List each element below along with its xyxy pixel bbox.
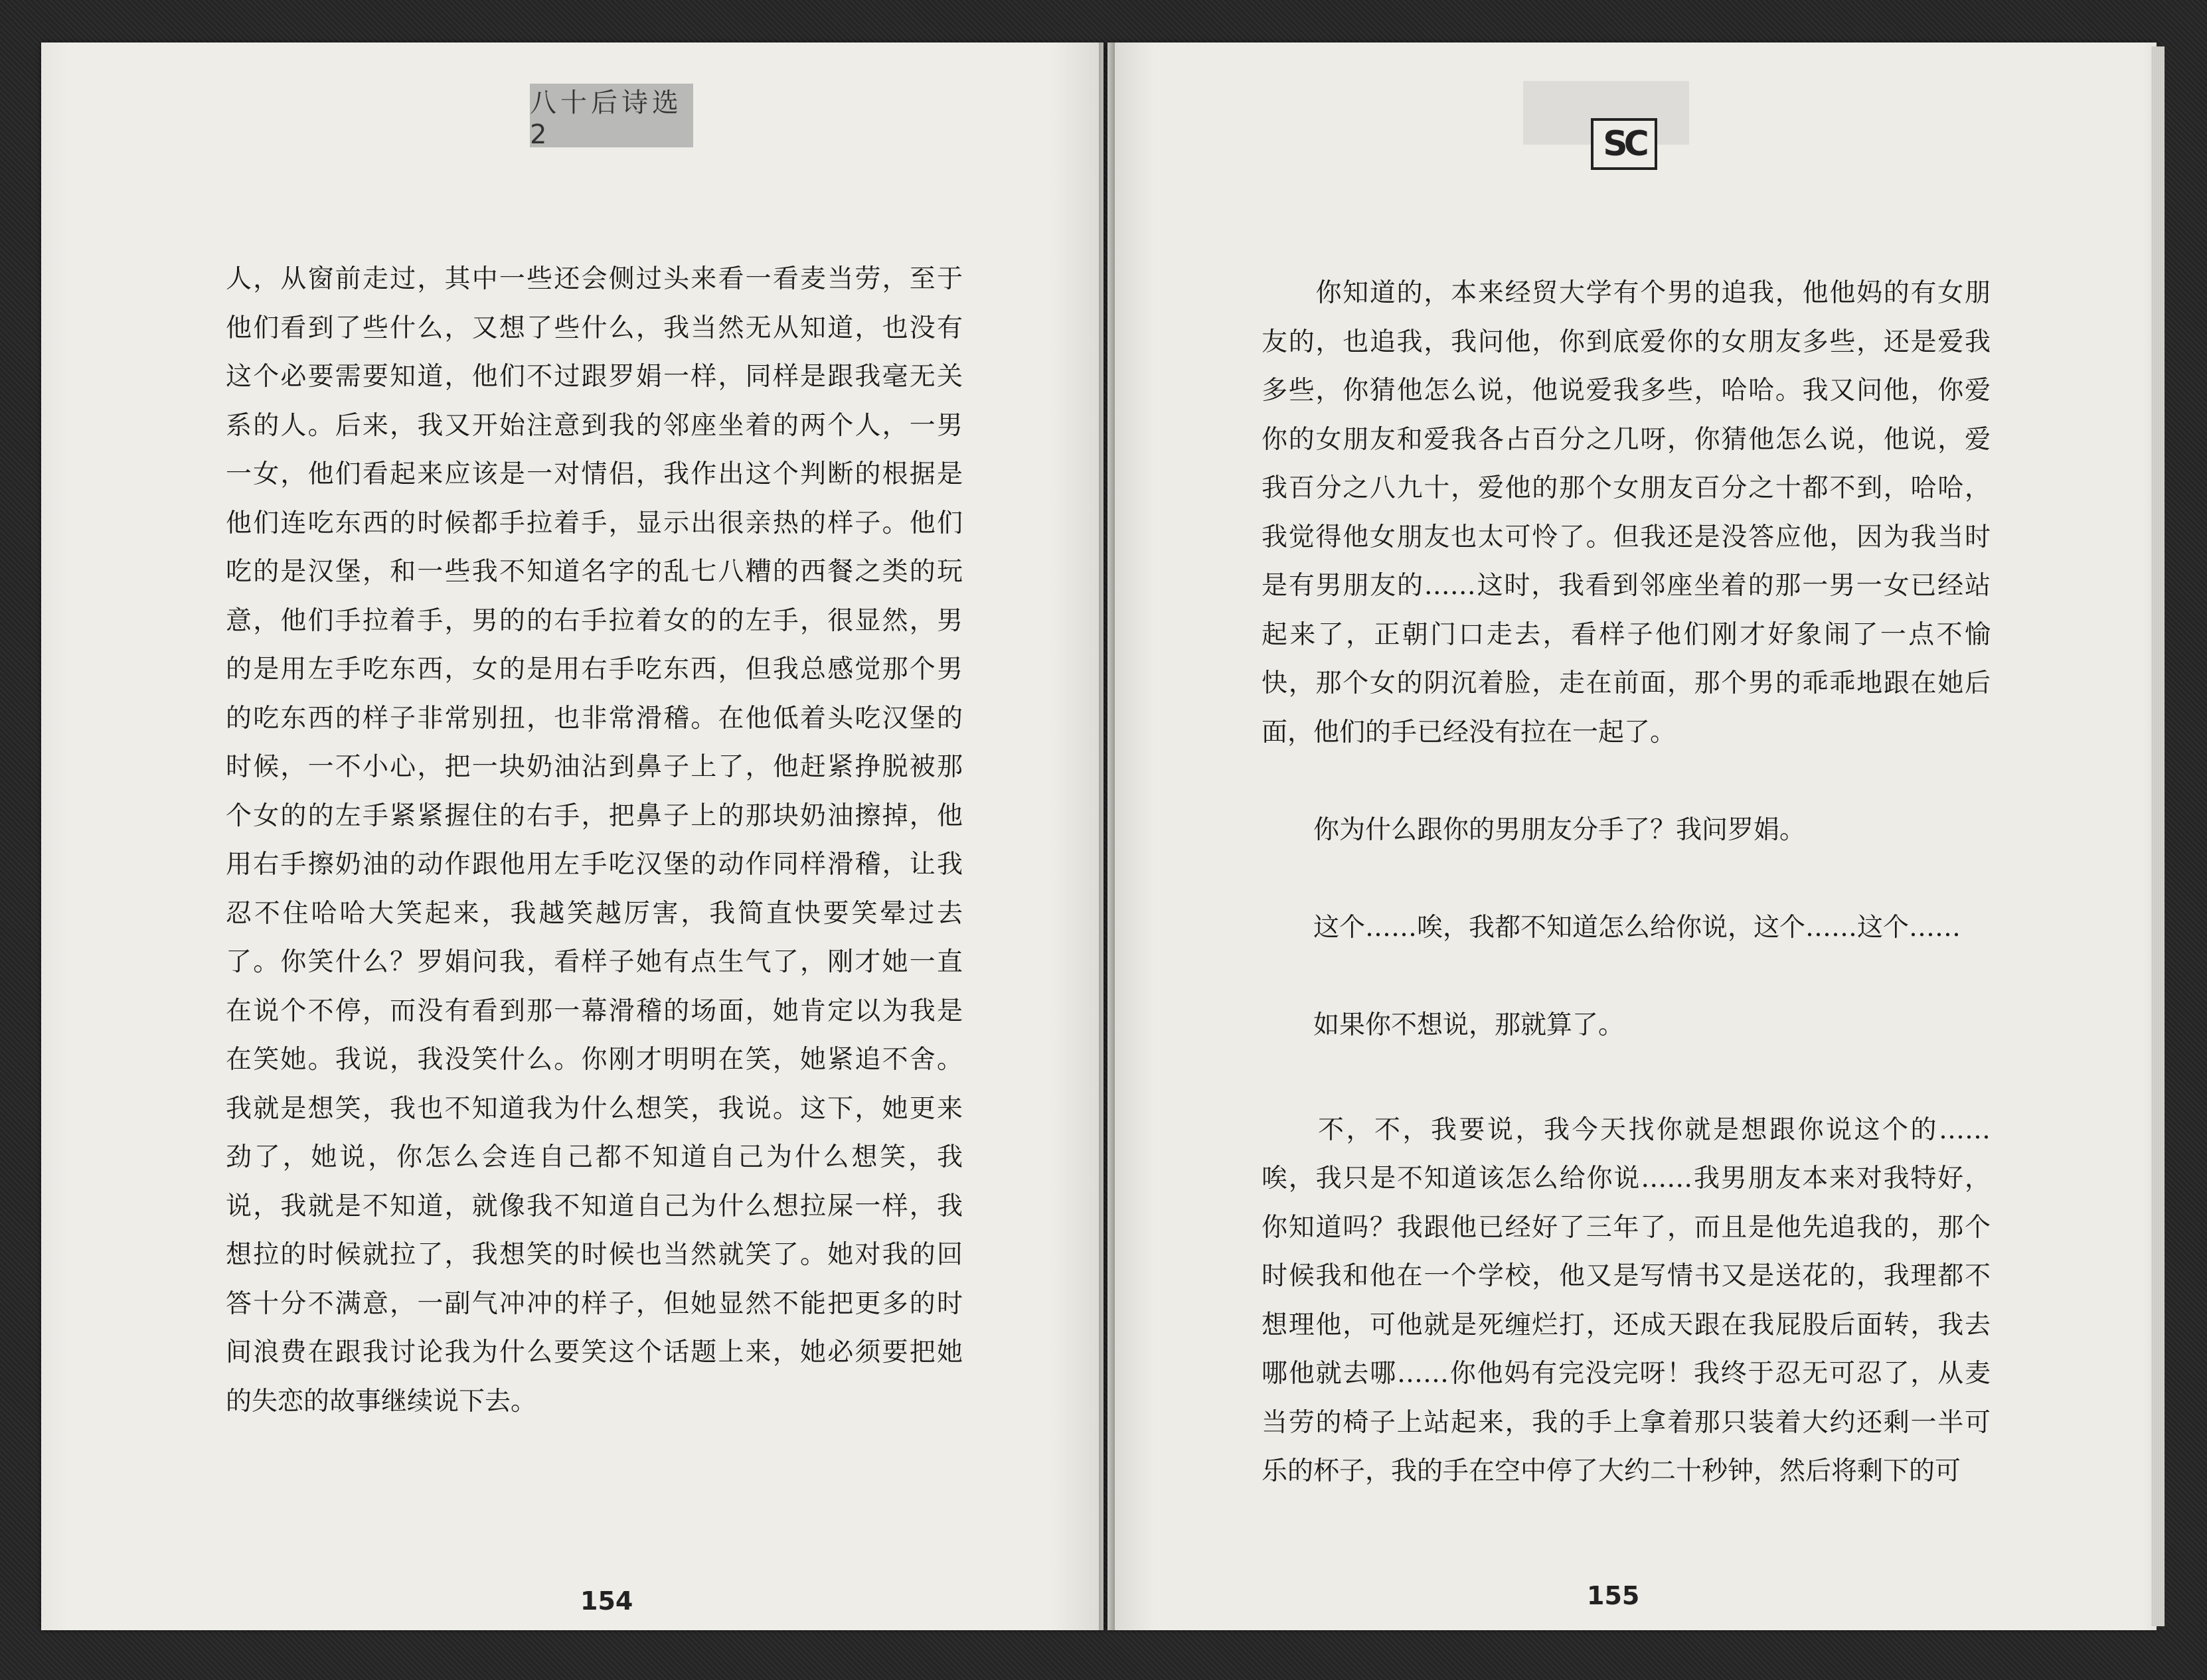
publisher-logo: SC bbox=[1591, 118, 1657, 170]
text-line: 人，从窗前走过，其中一些还会侧过头来看一看麦当劳，至于 bbox=[226, 264, 963, 294]
text-line: 劲了，她说，你怎么会连自己都不知道自己为什么想笑，我 bbox=[226, 1142, 963, 1172]
text-line: 一女，他们看起来应该是一对情侣，我作出这个判断的根据是 bbox=[226, 459, 963, 489]
text-line: 这个必要需要知道，他们不过跟罗娟一样，同样是跟我毫无关 bbox=[226, 362, 963, 392]
page-number-right: 155 bbox=[1587, 1581, 1640, 1610]
text-line: 吃的是汉堡，和一些我不知道名字的乱七八糟的西餐之类的玩 bbox=[226, 557, 963, 587]
text-line: 个女的的左手紧紧握住的右手，把鼻子上的那块奶油擦掉，他 bbox=[226, 801, 963, 831]
text-line: 我就是想笑，我也不知道我为什么想笑，我说。这下，她更来 bbox=[226, 1093, 963, 1124]
text-line: 间浪费在跟我讨论我为什么要笑这个话题上来，她必须要把她 bbox=[226, 1337, 963, 1367]
text-line: 系的人。后来，我又开始注意到我的邻座坐着的两个人，一男 bbox=[226, 410, 963, 441]
text-line: 他们看到了些什么，又想了些什么，我当然无从知道，也没有 bbox=[226, 313, 963, 343]
text-line: 哪他就去哪……你他妈有完没完呀！我终于忍无可忍了，从麦 bbox=[1262, 1359, 1991, 1389]
text-line: 这个……唉，我都不知道怎么给你说，这个……这个…… bbox=[1262, 912, 1961, 943]
text-line: 面，他们的手已经没有拉在一起了。 bbox=[1262, 717, 1676, 747]
text-line: 唉，我只是不知道该怎么给你说……我男朋友本来对我特好， bbox=[1262, 1164, 1991, 1194]
paragraph bbox=[1262, 1001, 1991, 1050]
text-line: 的失恋的故事继续说下去。 bbox=[226, 1386, 537, 1416]
page-edges bbox=[2151, 46, 2165, 1626]
book-spine bbox=[1099, 42, 1115, 1630]
text-line: 的是用左手吃东西，女的是用右手吃东西，但我总感觉那个男 bbox=[226, 654, 963, 684]
text-line: 起来了，正朝门口走去，看样子他们刚才好象闹了一点不愉 bbox=[1262, 619, 1991, 650]
text-line: 不，不，我要说，我今天找你就是想跟你说这个的…… bbox=[1262, 1114, 1991, 1145]
text-line: 用右手擦奶油的动作跟他用左手吃汉堡的动作同样滑稽，让我 bbox=[226, 850, 963, 879]
text-line: 想理他，可他就是死缠烂打，还成天跟在我屁股后面转，我去 bbox=[1262, 1310, 1991, 1340]
text-line: 我百分之八九十，爱他的那个女朋友百分之十都不到，哈哈， bbox=[1262, 473, 1991, 503]
text-line: 忍不住哈哈大笑起来，我越笑越厉害，我简直快要笑晕过去 bbox=[226, 898, 963, 929]
page-number-left: 154 bbox=[580, 1586, 633, 1616]
text-line: 多些，你猜他怎么说，他说爱我多些，哈哈。我又问他，你爱 bbox=[1262, 376, 1991, 406]
text-line: 快，那个女的阴沉着脸，走在前面，那个男的乖乖地跟在她后 bbox=[1262, 668, 1991, 698]
text-line: 时候我和他在一个学校，他又是写情书又是送花的，我理都不 bbox=[1262, 1261, 1991, 1292]
paragraph bbox=[1262, 903, 1991, 953]
text-line: 了。你笑什么？罗娟问我，看样子她有点生气了，刚才她一直 bbox=[226, 947, 963, 977]
text-line: 友的，也追我，我问他，你到底爱你的女朋友多些，还是爱我 bbox=[1262, 327, 1991, 357]
text-line: 在说个不停，而没有看到那一幕滑稽的场面，她肯定以为我是 bbox=[226, 996, 963, 1026]
text-line: 想拉的时候就拉了，我想笑的时候也当然就笑了。她对我的回 bbox=[226, 1240, 963, 1270]
text-line: 答十分不满意，一副气冲冲的样子，但她显然不能把更多的时 bbox=[226, 1288, 963, 1319]
text-line: 的吃东西的样子非常别扭，也非常滑稽。在他低着头吃汉堡的 bbox=[226, 703, 963, 733]
text-line: 时候，一不小心，把一块奶油沾到鼻子上了，他赶紧挣脱被那 bbox=[226, 752, 963, 782]
left-body-text bbox=[226, 255, 963, 1426]
text-line: 我觉得他女朋友也太可怜了。但我还是没答应他，因为我当时 bbox=[1262, 522, 1991, 552]
right-body-text bbox=[1262, 269, 1991, 1496]
text-line: 你知道吗？我跟他已经好了三年了，而且是他先追我的，那个 bbox=[1262, 1212, 1991, 1243]
text-line: 说，我就是不知道，就像我不知道自己为什么想拉屎一样，我 bbox=[226, 1191, 963, 1221]
paragraph bbox=[1262, 1106, 1991, 1496]
text-line: 你为什么跟你的男朋友分手了？我问罗娟。 bbox=[1262, 814, 1806, 845]
text-line: 如果你不想说，那就算了。 bbox=[1262, 1010, 1625, 1040]
paragraph bbox=[1262, 806, 1991, 855]
running-head: 八十后诗选2 bbox=[530, 84, 693, 147]
text-line: 是有男朋友的……这时，我看到邻座坐着的那一男一女已经站 bbox=[1262, 571, 1991, 601]
text-line: 你知道的，本来经贸大学有个男的追我，他他妈的有女朋 bbox=[1262, 278, 1991, 308]
text-line: 意，他们手拉着手，男的的右手拉着女的的左手，很显然，男 bbox=[226, 605, 963, 636]
paragraph bbox=[1262, 269, 1991, 757]
text-line: 你的女朋友和爱我各占百分之几呀，你猜他怎么说，他说，爱 bbox=[1262, 424, 1991, 455]
text-line: 乐的杯子，我的手在空中停了大约二十秒钟，然后将剩下的可 bbox=[1262, 1456, 1961, 1487]
text-line: 在笑她。我说，我没笑什么。你刚才明明在笑，她紧追不舍。 bbox=[226, 1045, 963, 1075]
text-line: 当劳的椅子上站起来，我的手上拿着那只装着大约还剩一半可 bbox=[1262, 1407, 1991, 1438]
text-line: 他们连吃东西的时候都手拉着手，显示出很亲热的样子。他们 bbox=[226, 508, 963, 538]
